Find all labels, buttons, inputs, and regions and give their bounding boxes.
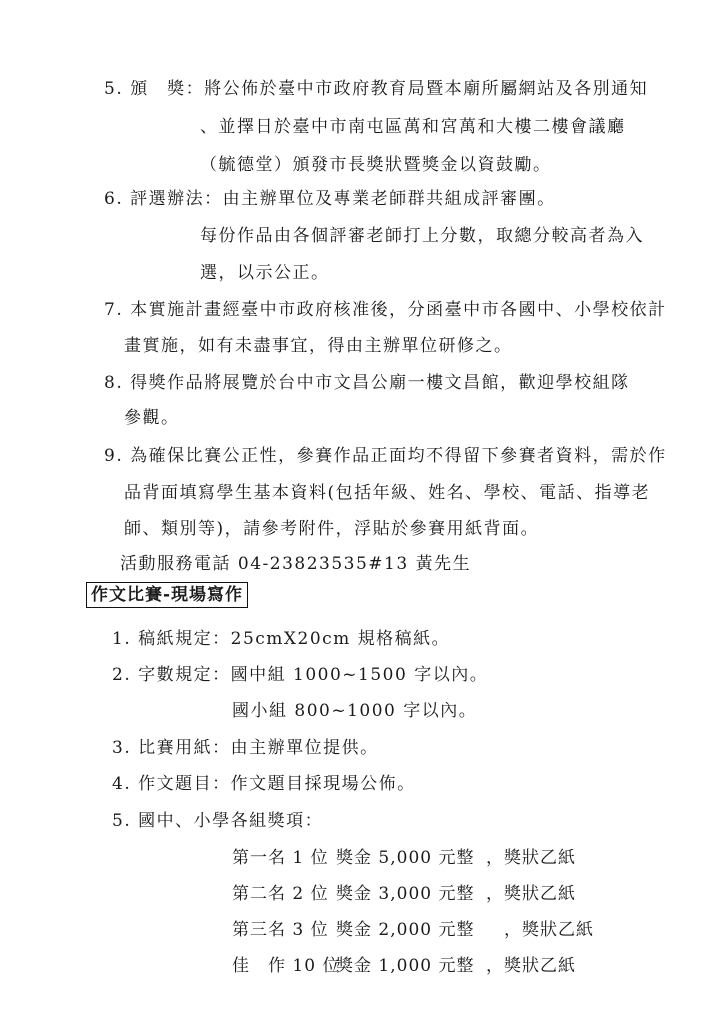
item9-line-3: 師、類別等)，請參考附件，浮貼於參賽用紙背面。 <box>124 519 540 539</box>
item7-line-1: 7. 本實施計畫經臺中市政府核准後，分函臺中市各國中、小學校依計 <box>104 300 667 320</box>
award-line-2: 、並擇日於臺中市南屯區萬和宮萬和大樓二樓會議廳 <box>200 117 626 137</box>
prize-certificate: ，獎狀乙紙 <box>486 884 576 904</box>
prize-row-second <box>232 879 576 904</box>
prize-certificate: ，獎狀乙紙 <box>486 920 594 940</box>
item8-line-1: 8. 得獎作品將展覽於台中市文昌公廟一樓文昌館，歡迎學校組隊 <box>104 373 630 393</box>
contact-phone: 活動服務電話 04-23823535#13 黃先生 <box>120 554 472 574</box>
award-line-1: 5. 頒 獎：將公佈於臺中市政府教育局暨本廟所屬網站及各別通知 <box>104 79 649 99</box>
item8-line-2: 參觀。 <box>124 408 180 428</box>
eval-line-3: 選，以示公正。 <box>200 263 330 283</box>
prize-money: 獎金 2,000 元整 <box>336 920 475 940</box>
prize-certificate: ，獎狀乙紙 <box>486 848 576 868</box>
award-line-3: （毓德堂）頒發市長獎狀暨獎金以資鼓勵。 <box>200 155 552 175</box>
rule-word-count-elementary: 國小組 800~1000 字以內。 <box>232 701 478 721</box>
eval-line-2: 每份作品由各個評審老師打上分數，取總分較高者為入 <box>200 226 644 246</box>
eval-line-1: 6. 評選辦法：由主辦單位及專業老師群共組成評審團。 <box>104 189 556 209</box>
rule-paper-size: 1. 稿紙規定：25cmX20cm 規格稿紙。 <box>112 629 451 649</box>
rule-paper-provided: 3. 比賽用紙：由主辦單位提供。 <box>112 738 379 758</box>
section-title-essay: 作文比賽-現場寫作 <box>86 582 248 608</box>
prize-rank: 佳 作 10 位 <box>232 956 341 976</box>
prize-money: 獎金 1,000 元整 <box>336 956 475 976</box>
prize-money: 獎金 3,000 元整 <box>336 884 475 904</box>
prize-rank: 第一名 1 位 <box>232 848 329 868</box>
rule-awards-heading: 5. 國中、小學各組獎項： <box>112 811 324 831</box>
item9-line-1: 9. 為確保比賽公正性，參賽作品正面均不得留下參賽者資料，需於作 <box>104 446 667 466</box>
prize-row-honorable <box>232 951 576 976</box>
prize-row-first <box>232 843 576 868</box>
prize-row-third <box>232 915 594 940</box>
item7-line-2: 畫實施，如有未盡事宜，得由主辦單位研修之。 <box>124 336 513 356</box>
rule-essay-topic: 4. 作文題目：作文題目採現場公佈。 <box>112 774 416 794</box>
item9-line-2: 品背面填寫學生基本資料(包括年級、姓名、學校、電話、指導老 <box>124 483 651 503</box>
prize-certificate: ，獎狀乙紙 <box>486 956 576 976</box>
prize-money: 獎金 5,000 元整 <box>336 848 475 868</box>
prize-rank: 第二名 2 位 <box>232 884 329 904</box>
rule-word-count-junior: 2. 字數規定：國中組 1000~1500 字以內。 <box>112 665 489 685</box>
prize-rank: 第三名 3 位 <box>232 920 329 940</box>
